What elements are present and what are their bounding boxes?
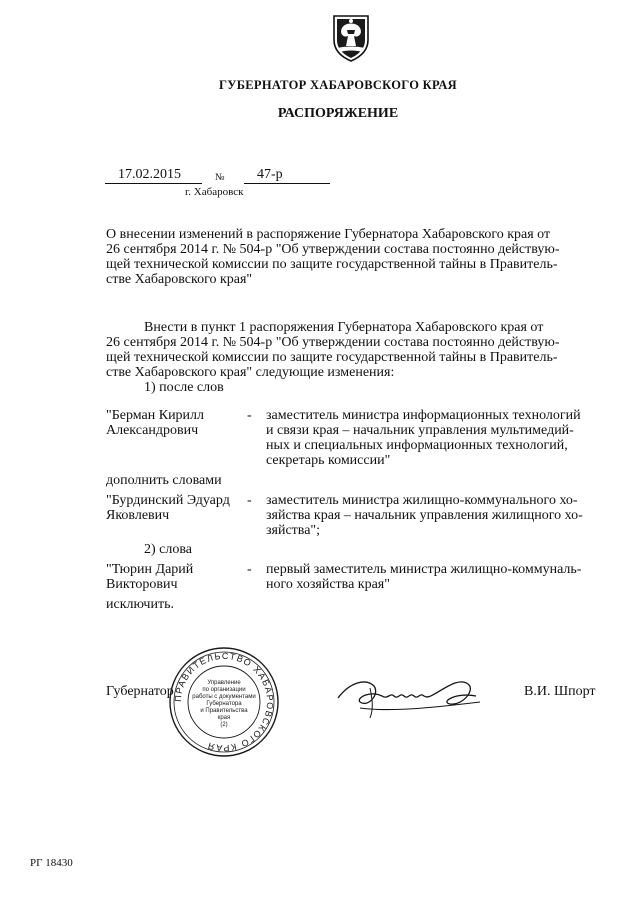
body-line: Внести в пункт 1 распоряжения Губернатора Хабаровского края от [144,320,544,335]
issuer-heading: ГУБЕРНАТОР ХАБАРОВСКОГО КРАЯ [218,78,458,92]
desc-line: секретарь комиссии" [266,453,391,468]
svg-text:Губернатора: Губернатора [206,701,242,707]
exclude-label: исключить. [106,597,174,612]
document-number: 47-р [257,167,283,182]
svg-text:Управление: Управление [207,680,241,686]
official-seal [168,646,280,758]
entry-2-name [106,493,246,523]
title-line: стве Хабаровского края" [106,272,253,287]
coat-of-arms-icon [330,12,372,62]
desc-line: первый заместитель министра жилищно-коммуналь- [266,562,582,577]
name-line: Викторович [106,577,178,592]
registration-number: РГ 18430 [30,857,73,869]
desc-line: и связи края – начальник управления мультимедий- [266,423,574,438]
number-sign: № [215,172,225,183]
entry-2-dash: - [247,493,252,508]
svg-text:работы с документами: работы с документами [192,694,256,700]
entry-3-description [266,562,608,592]
svg-text:края: края [217,715,231,721]
entry-2-description [266,493,608,538]
body-line: 26 сентября 2014 г. № 504-р "Об утверждении состава постоянно действую- [106,335,560,350]
title-line: щей технической комиссии по защите государственной тайны в Правитель- [106,257,558,272]
svg-text:ПРАВИТЕЛЬСТВО ХАБАРОВСКОГО КРА: ПРАВИТЕЛЬСТВО ХАБАРОВСКОГО КРАЯ [172,650,276,754]
document-title [106,227,608,287]
document-date: 17.02.2015 [118,167,181,182]
desc-line: заместитель министра жилищно-коммунального хо- [266,493,578,508]
name-line: "Берман Кирилл [106,408,205,423]
entry-1-description [266,408,608,468]
entry-1-dash: - [247,408,252,423]
title-line: 26 сентября 2014 г. № 504-р "Об утверждении состава постоянно действую- [106,242,560,257]
entry-3-name [106,562,246,592]
entry-1-name [106,408,246,438]
svg-text:и Правительства: и Правительства [200,708,248,714]
item-2-label: 2) слова [144,542,193,557]
name-line: "Тюрин Дарий [106,562,194,577]
body-line: щей технической комиссии по защите государственной тайны в Правитель- [106,350,558,365]
desc-line: ных и специальных информационных технологий, [266,438,568,453]
desc-line: ного хозяйства края" [266,577,390,592]
date-underline [105,183,202,184]
body-line: стве Хабаровского края" следующие изменения: [106,365,395,380]
entry-3-dash: - [247,562,252,577]
item-1-label: 1) после слов [144,380,224,395]
title-line: О внесении изменений в распоряжение Губернатора Хабаровского края от [106,227,551,242]
body-intro [106,320,608,380]
name-line: Яковлевич [106,508,170,523]
signatory-role: Губернатор [106,684,174,699]
handwritten-signature [330,668,490,724]
signatory-name: В.И. Шпорт [524,684,596,699]
name-line: Александрович [106,423,199,438]
desc-line: зяйства края – начальник управления жилищного хо- [266,508,583,523]
name-line: "Бурдинский Эдуард [106,493,230,508]
desc-line: заместитель министра информационных технологий [266,408,581,423]
document-city: г. Хабаровск [185,186,244,198]
svg-text:по организации: по организации [202,687,246,693]
desc-line: зяйства"; [266,523,321,538]
svg-text:(2): (2) [220,722,228,728]
supplement-label: дополнить словами [106,473,222,488]
number-underline [244,183,330,184]
document-type-heading: РАСПОРЯЖЕНИЕ [277,106,399,121]
